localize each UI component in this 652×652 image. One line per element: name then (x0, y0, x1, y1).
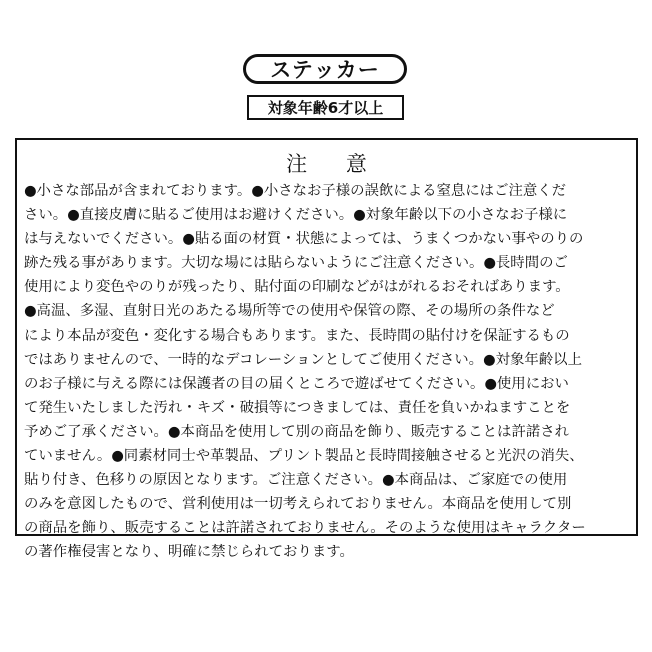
notice-box (15, 138, 638, 561)
notice-title: 注 意 (286, 152, 383, 176)
notice-line: て発生いたしました汚れ・キズ・破損等につきましては、責任を負いかねますことを (24, 399, 571, 416)
notice-line: 予めご了承ください。●本商品を使用して別の商品を飾り、販売することは許諾され (24, 423, 570, 440)
product-type-text: ステッカー (270, 58, 380, 82)
notice-line: 貼り付き、色移りの原因となります。ご注意ください。●本商品は、ご家庭での使用 (24, 472, 568, 489)
notice-line: の著作権侵害となり、明確に禁じられております。 (24, 544, 354, 561)
notice-line: 跡た残る事があります。大切な場には貼らないようにご注意ください。●長時間のご (24, 255, 568, 272)
notice-body (24, 179, 634, 565)
notice-line: のお子様に与える際には保護者の目の届くところで遊ばせてください。●使用におい (24, 375, 569, 392)
product-type-label (243, 54, 407, 84)
target-age-box (247, 95, 404, 120)
notice-line: ていません。●同素材同士や革製品、プリント製品と長時間接触させると光沢の消失、 (24, 448, 584, 465)
notice-line: の商品を飾り、販売することは許諾されておりません。そのような使用はキャラクター (24, 520, 586, 537)
notice-line: のみを意図したもので、営利使用は一切考えられておりません。本商品を使用して別 (24, 496, 572, 513)
notice-line: さい。●直接皮膚に貼るご使用はお避けください。●対象年齢以下の小さなお子様に (24, 207, 568, 224)
target-age-text: 対象年齢6才以上 (267, 99, 384, 117)
notice-line: ●小さな部品が含まれております。●小さなお子様の誤飲による窒息にはご注意くだ (24, 183, 567, 199)
notice-line: ●高温、多湿、直射日光のあたる場所等での使用や保管の際、その場所の条件など (24, 303, 555, 320)
notice-line: は与えないでください。●貼る面の材質・状態によっては、うまくつかない事やのりの (24, 231, 584, 248)
notice-line: ではありませんので、一時的なデコレーションとしてご使用ください。●対象年齢以上 (24, 351, 582, 368)
notice-line: により本品が変色・変化する場合もあります。また、長時間の貼付けを保証するもの (24, 327, 570, 344)
notice-line: 使用により変色やのりが残ったり、貼付面の印刷などがはがれるおそればあります。 (24, 279, 570, 296)
